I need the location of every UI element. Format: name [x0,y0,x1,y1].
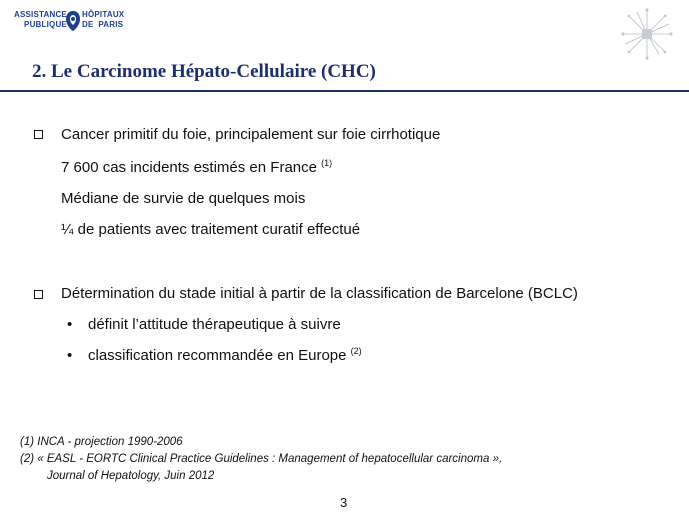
logo-text-right: HÔPITAUX DE PARIS [82,10,125,29]
aphp-logo [12,10,132,36]
aphp-emblem-icon [65,10,81,32]
list-item-text: Médiane de survie de quelques mois [61,190,306,207]
list-item-text: classification recommandée en Europe [88,347,351,364]
list-item [61,159,332,176]
slide-title: 2. Le Carcinome Hépato-Cellulaire (CHC) [32,61,376,82]
list-item-text: définit l’attitude thérapeutique à suivre [88,316,341,333]
list-item [61,190,305,207]
network-star-icon [621,8,673,60]
footnote-ref: (1) [321,158,333,168]
bullet-icon: • [67,347,73,364]
logo-text-left: ASSISTANCE PUBLIQUE [14,10,67,29]
list-item-text: ¼ de patients avec traitement curatif effectué [61,221,361,238]
reference-2-cont: Journal of Hepatology, Juin 2012 [47,470,215,482]
title-divider [0,90,689,92]
footnote-ref: (2) [350,346,362,356]
list-item-text: 7 600 cas incidents estimés en France [61,159,322,176]
section-heading: Détermination du stade initial à partir de la classification de Barcelone (BCLC) [61,285,578,302]
list-item [88,347,362,364]
list-item [61,221,360,238]
section-heading: Cancer primitif du foie, principalement sur foie cirrhotique [61,126,441,143]
page-number: 3 [340,495,348,510]
checkbox-bullet-icon [34,290,43,299]
list-item [88,316,341,333]
bullet-icon: • [67,316,73,333]
reference-1: (1) INCA - projection 1990-2006 [20,436,183,448]
checkbox-bullet-icon [34,130,43,139]
reference-2: (2) « EASL - EORTC Clinical Practice Guidelines : Management of hepatocellular carcinoma », [20,453,503,465]
